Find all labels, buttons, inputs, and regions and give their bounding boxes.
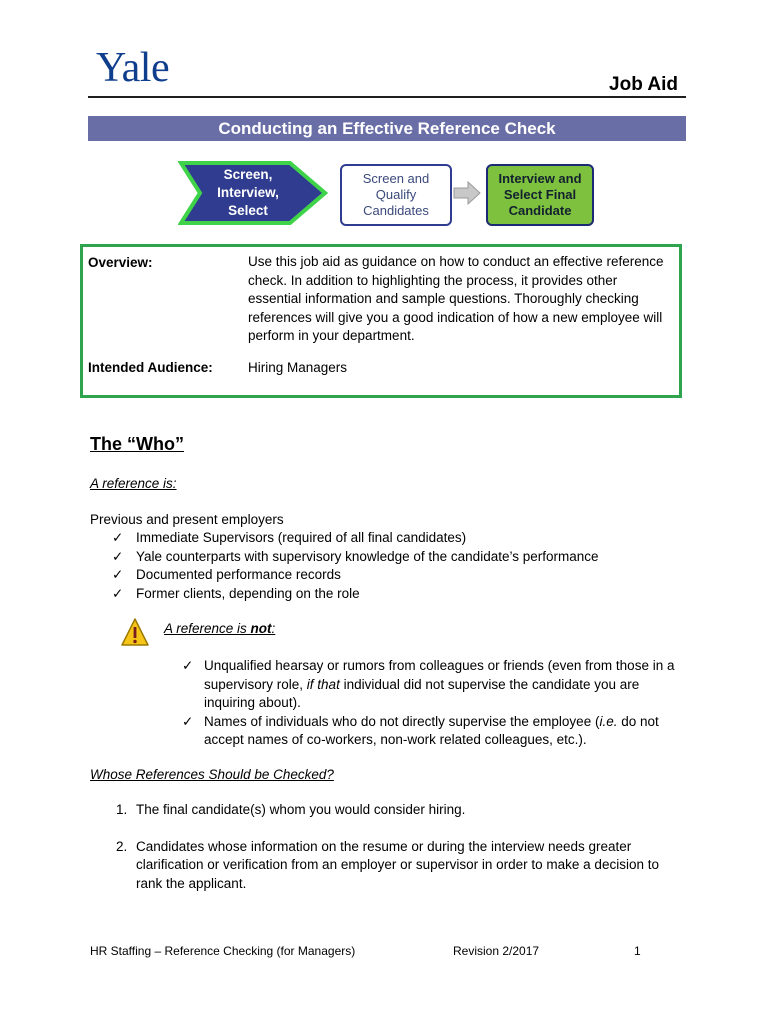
list-item: ✓ Unqualified hearsay or rumors from colleagues or friends (even from those in a supervisory role, if that individual did not supervise the candidate you are inquiring about). [182,657,682,713]
step2-line2: Qualify [375,187,417,202]
checkmark-icon: ✓ [182,713,194,729]
step3-line3: Candidate [508,203,572,218]
header-divider [88,96,686,98]
list-item: 2. Candidates whose information on the resume or during the interview needs greater clarification or verification from an employer or supervisor in order to make a decision to rank the applicant. [116,838,659,891]
page-number: 1 [634,944,641,958]
list-item: ✓ Former clients, depending on the role [112,585,599,604]
page-title: Conducting an Effective Reference Check [88,116,686,141]
audience-label: Intended Audience: [88,360,213,375]
step-screen-interview-select [178,160,328,226]
list-item: ✓ Yale counterparts with supervisory knowledge of the candidate’s performance [112,548,599,567]
step-screen-qualify [340,164,452,226]
checkmark-icon: ✓ [112,567,124,582]
job-aid-label: Job Aid [609,74,678,95]
footer-left: HR Staffing – Reference Checking (for Managers) [90,944,356,958]
employers-intro: Previous and present employers [90,512,284,527]
checkmark-icon: ✓ [112,548,124,564]
section-heading-who: The “Who” [90,434,184,454]
numbered-list [116,801,676,893]
step-interview-select-final [486,164,594,226]
step2-line1: Screen and [362,171,430,186]
reference-is-not-heading: A reference is not: [164,621,276,636]
step1-line3: Select [228,203,268,218]
reference-is-heading: A reference is: [90,476,177,491]
whose-references-heading: Whose References Should be Checked? [90,767,334,782]
overview-label: Overview: [88,255,153,270]
reference-checklist [112,529,599,603]
step1-line1: Screen, [223,167,273,182]
step2-line3: Candidates [363,203,429,218]
checkmark-icon: ✓ [112,530,124,545]
arrow-right-icon [452,180,482,206]
audience-value: Hiring Managers [248,360,348,375]
step1-line2: Interview, [217,185,279,200]
footer-revision: Revision 2/2017 [453,944,540,958]
checkmark-icon: ✓ [112,585,124,601]
step3-line2: Select Final [503,187,577,202]
list-item: ✓ Immediate Supervisors (required of all final candidates) [112,529,599,548]
list-item: ✓ Documented performance records [112,566,599,585]
overview-text: Use this job aid as guidance on how to conduct an effective reference check. In addition to highlighting the process, it provides other essential information and sample questions. Thoroughly checking references will give you a good indication of how a new employee will perform in your department. [248,254,664,343]
warning-icon [120,617,150,649]
list-item: ✓ Names of individuals who do not directly supervise the employee (i.e. do not accept names of co-workers, non-work related colleagues, etc.). [182,713,682,750]
checkmark-icon: ✓ [182,658,194,673]
yale-logo: Yale [96,45,170,91]
step3-line1: Interview and [498,171,582,186]
not-reference-list [182,657,682,750]
list-item: 1. The final candidate(s) whom you would consider hiring. [116,802,466,817]
